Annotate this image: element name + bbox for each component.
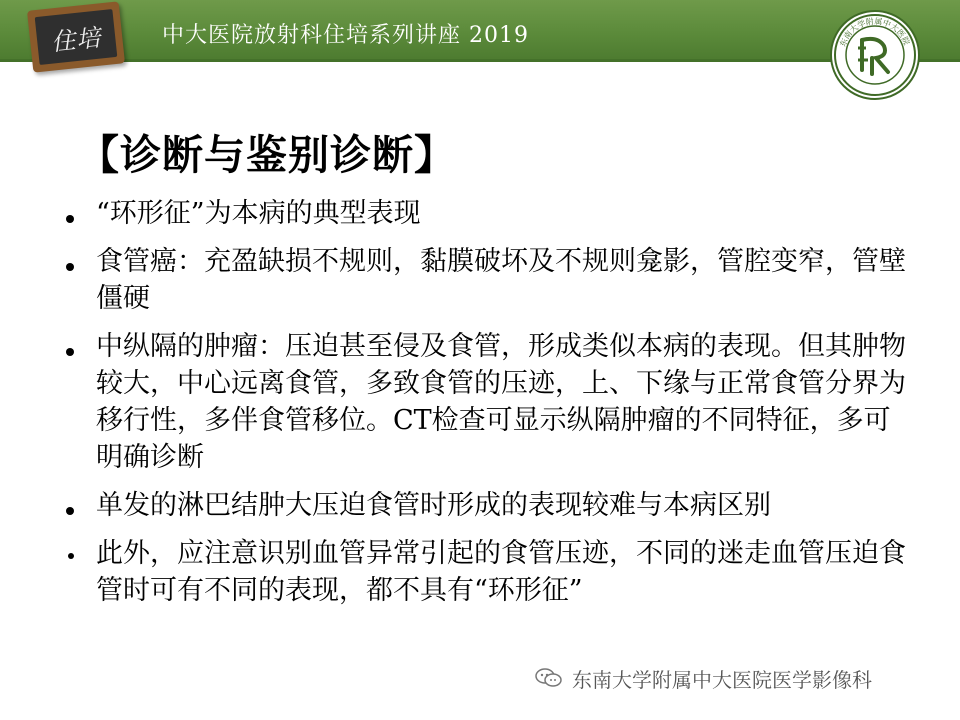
bullet-dot-icon [68,553,74,559]
bullet-list [66,195,916,620]
header-title: 中大医院放射科住培系列讲座 2019 [162,23,529,48]
footer-text: 东南大学附属中大医院医学影像科 [572,667,872,692]
bullet-item-2 [66,243,916,317]
bullet-text: 中纵隔的肿瘤：压迫甚至侵及食管，形成类似本病的表现。但其肿物较大，中心远离食管，多致食管的压迹，上、下缘与正常食管分界为移行性，多伴食管移位。CT检查可显示纵隔肿瘤的不同特征，多可明确诊断 [96,331,906,473]
bullet-item-5 [66,535,916,609]
bullet-dot-icon [66,507,74,515]
bullet-dot-icon [66,348,74,356]
bullet-dot-icon [66,215,74,223]
wechat-icon [534,667,564,689]
hospital-seal-icon [832,12,918,98]
bullet-text: “环形征”为本病的典型表现 [96,198,421,229]
bullet-item-1 [66,195,916,232]
chalkboard-badge [27,1,125,72]
bullet-dot-icon [66,263,74,271]
chalkboard-text: 住培 [35,9,118,65]
bullet-item-3 [66,328,916,476]
bullet-text: 食管癌：充盈缺损不规则，黏膜破坏及不规则龛影，管腔变窄，管壁僵硬 [96,246,906,314]
bullet-text: 单发的淋巴结肿大压迫食管时形成的表现较难与本病区别 [96,490,771,521]
logo-ring-text: 东南大学附属中大医院 [838,16,912,48]
hospital-logo [830,10,920,100]
footer-watermark [534,664,872,692]
bullet-item-4 [66,487,916,524]
slide-title: 【诊断与鉴别诊断】 [78,131,456,179]
bullet-text: 此外，应注意识别血管异常引起的食管压迹，不同的迷走血管压迫食管时可有不同的表现，都不具有“环形征” [96,538,906,606]
